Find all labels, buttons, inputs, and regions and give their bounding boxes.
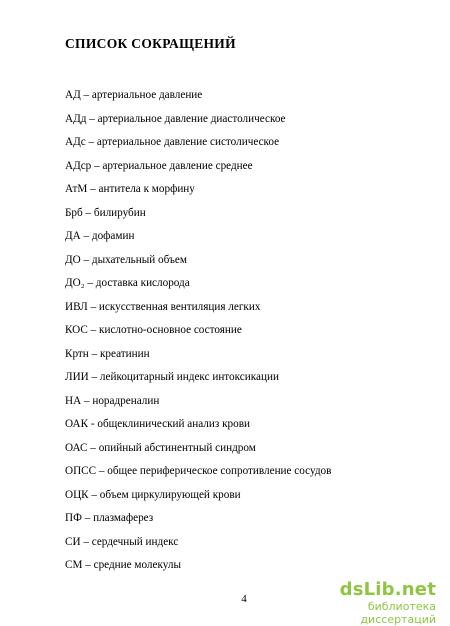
abbreviation-item: ОПСС – общее периферическое сопротивление сосудов (65, 465, 332, 477)
abbreviation-item: Брб – билирубин (65, 206, 146, 219)
abbreviation-item: НА – норадреналин (65, 394, 160, 407)
abbreviation-item: АДд – артериальное давление диастолическое (65, 112, 286, 125)
abbreviation-item: СМ – средние молекулы (65, 559, 181, 571)
watermark-subtitle: библиотека диссертаций (360, 600, 436, 626)
abbreviation-item: ОАС – опийный абстинентный синдром (65, 441, 256, 454)
watermark-brand: dsLib.net (339, 579, 436, 600)
watermark-logo[interactable] (306, 580, 436, 626)
abbreviation-item: ОАК - общеклинический анализ крови (65, 418, 250, 430)
abbreviation-item: АДс – артериальное давление систолическое (65, 136, 280, 148)
abbreviation-item: ОЦК – объем циркулирующей крови (65, 488, 241, 501)
abbreviation-item: ИВЛ – искусственная вентиляция легких (65, 300, 261, 313)
abbreviation-item: ПФ – плазмаферез (65, 512, 154, 524)
abbreviation-item: АтМ – антитела к морфину (65, 183, 195, 195)
abbreviation-item: ДО – дыхательный объем (65, 253, 187, 266)
abbreviation-item: ДО₂ – доставка кислорода (65, 277, 190, 289)
abbreviation-item: АДср – артериальное давление среднее (65, 159, 253, 172)
page-title: СПИСОК СОКРАЩЕНИЙ (65, 36, 236, 51)
abbreviation-item: АД – артериальное давление (65, 89, 203, 101)
abbreviation-list (65, 88, 405, 582)
abbreviation-item: КОС – кислотно-основное состояние (65, 324, 242, 336)
page-number: 4 (241, 593, 247, 605)
abbreviation-item: СИ – сердечный индекс (65, 535, 179, 548)
abbreviation-item: Кртн – креатинин (65, 347, 150, 360)
abbreviation-item: ДА – дофамин (65, 230, 135, 242)
abbreviation-item: ЛИИ – лейкоцитарный индекс интоксикации (65, 371, 279, 383)
